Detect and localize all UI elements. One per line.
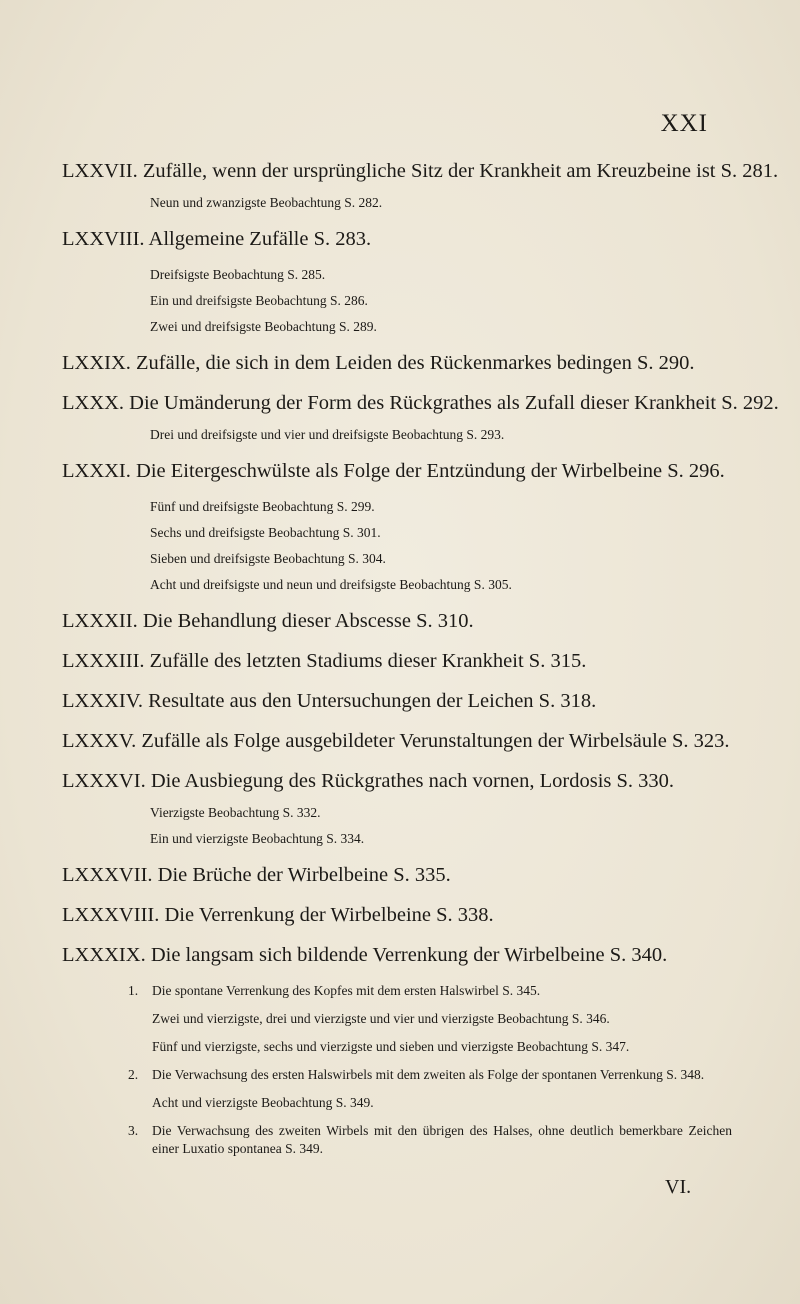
entry-text: Die Verwachsung des zweiten Wirbels mit den übrigen des Halses, ohne deutlich bemerkbare Zeichen einer Luxatio spontanea S. 349.	[152, 1123, 732, 1156]
entry-number: 1.	[128, 983, 139, 998]
chapter-entry: LXXXIX. Die langsam sich bildende Verrenkung der Wirbelbeine S. 340.	[62, 944, 668, 966]
observation-entry: Vierzigste Beobachtung S. 332.	[150, 805, 321, 820]
chapter-entry: LXXXII. Die Behandlung dieser Abscesse S. 310.	[62, 610, 474, 632]
observation-entry: Zwei und vierzigste, drei und vierzigste und vier und vierzigste Beobachtung S. 346.	[152, 1011, 610, 1026]
observation-entry: Drei und dreifsigste und vier und dreifsigste Beobachtung S. 293.	[150, 427, 505, 442]
entry-number: 2.	[128, 1067, 139, 1082]
chapter-entry: LXXVII. Zufälle, wenn der ursprüngliche Sitz der Krankheit am Kreuzbeine ist S. 281.	[62, 160, 779, 182]
chapter-entry: LXXXI. Die Eitergeschwülste als Folge der Entzündung der Wirbelbeine S. 296.	[62, 460, 725, 482]
chapter-entry: LXXIX. Zufälle, die sich in dem Leiden des Rückenmarkes bedingen S. 290.	[62, 352, 695, 374]
numbered-entry	[128, 1122, 732, 1158]
chapter-entry: LXXVIII. Allgemeine Zufälle S. 283.	[62, 228, 372, 250]
observation-entry: Ein und vierzigste Beobachtung S. 334.	[150, 831, 365, 846]
numbered-entry	[128, 982, 732, 1000]
observation-entry: Sieben und dreifsigste Beobachtung S. 304.	[150, 551, 386, 566]
chapter-entry: LXXXVIII. Die Verrenkung der Wirbelbeine S. 338.	[62, 904, 494, 926]
page-number: XXI	[660, 110, 708, 137]
observation-entry: Dreifsigste Beobachtung S. 285.	[150, 267, 326, 282]
observation-entry: Fünf und vierzigste, sechs und vierzigste und sieben und vierzigste Beobachtung S. 347.	[152, 1039, 630, 1054]
entry-text: Die Verwachsung des ersten Halswirbels mit dem zweiten als Folge der spontanen Verrenkung S. 348.	[152, 1067, 705, 1082]
catchword: VI.	[665, 1176, 692, 1198]
chapter-entry: LXXXIV. Resultate aus den Untersuchungen der Leichen S. 318.	[62, 690, 597, 712]
chapter-entry: LXXX. Die Umänderung der Form des Rückgrathes als Zufall dieser Krankheit S. 292.	[62, 392, 779, 414]
observation-entry: Ein und dreifsigste Beobachtung S. 286.	[150, 293, 368, 308]
observation-entry: Acht und dreifsigste und neun und dreifsigste Beobachtung S. 305.	[150, 577, 512, 592]
observation-entry: Acht und vierzigste Beobachtung S. 349.	[152, 1095, 374, 1110]
chapter-entry: LXXXIII. Zufälle des letzten Stadiums dieser Krankheit S. 315.	[62, 650, 587, 672]
chapter-entry: LXXXVII. Die Brüche der Wirbelbeine S. 335.	[62, 864, 451, 886]
chapter-entry: LXXXVI. Die Ausbiegung des Rückgrathes nach vornen, Lordosis S. 330.	[62, 770, 675, 792]
chapter-entry: LXXXV. Zufälle als Folge ausgebildeter Verunstaltungen der Wirbelsäule S. 323.	[62, 730, 730, 752]
observation-entry: Sechs und dreifsigste Beobachtung S. 301.	[150, 525, 381, 540]
observation-entry: Fünf und dreifsigste Beobachtung S. 299.	[150, 499, 375, 514]
entry-text: Die spontane Verrenkung des Kopfes mit dem ersten Halswirbel S. 345.	[152, 983, 541, 998]
numbered-entry	[128, 1066, 732, 1084]
table-of-contents	[62, 158, 779, 1158]
observation-entry: Neun und zwanzigste Beobachtung S. 282.	[150, 195, 383, 210]
observation-entry: Zwei und dreifsigste Beobachtung S. 289.	[150, 319, 377, 334]
entry-number: 3.	[128, 1123, 139, 1138]
